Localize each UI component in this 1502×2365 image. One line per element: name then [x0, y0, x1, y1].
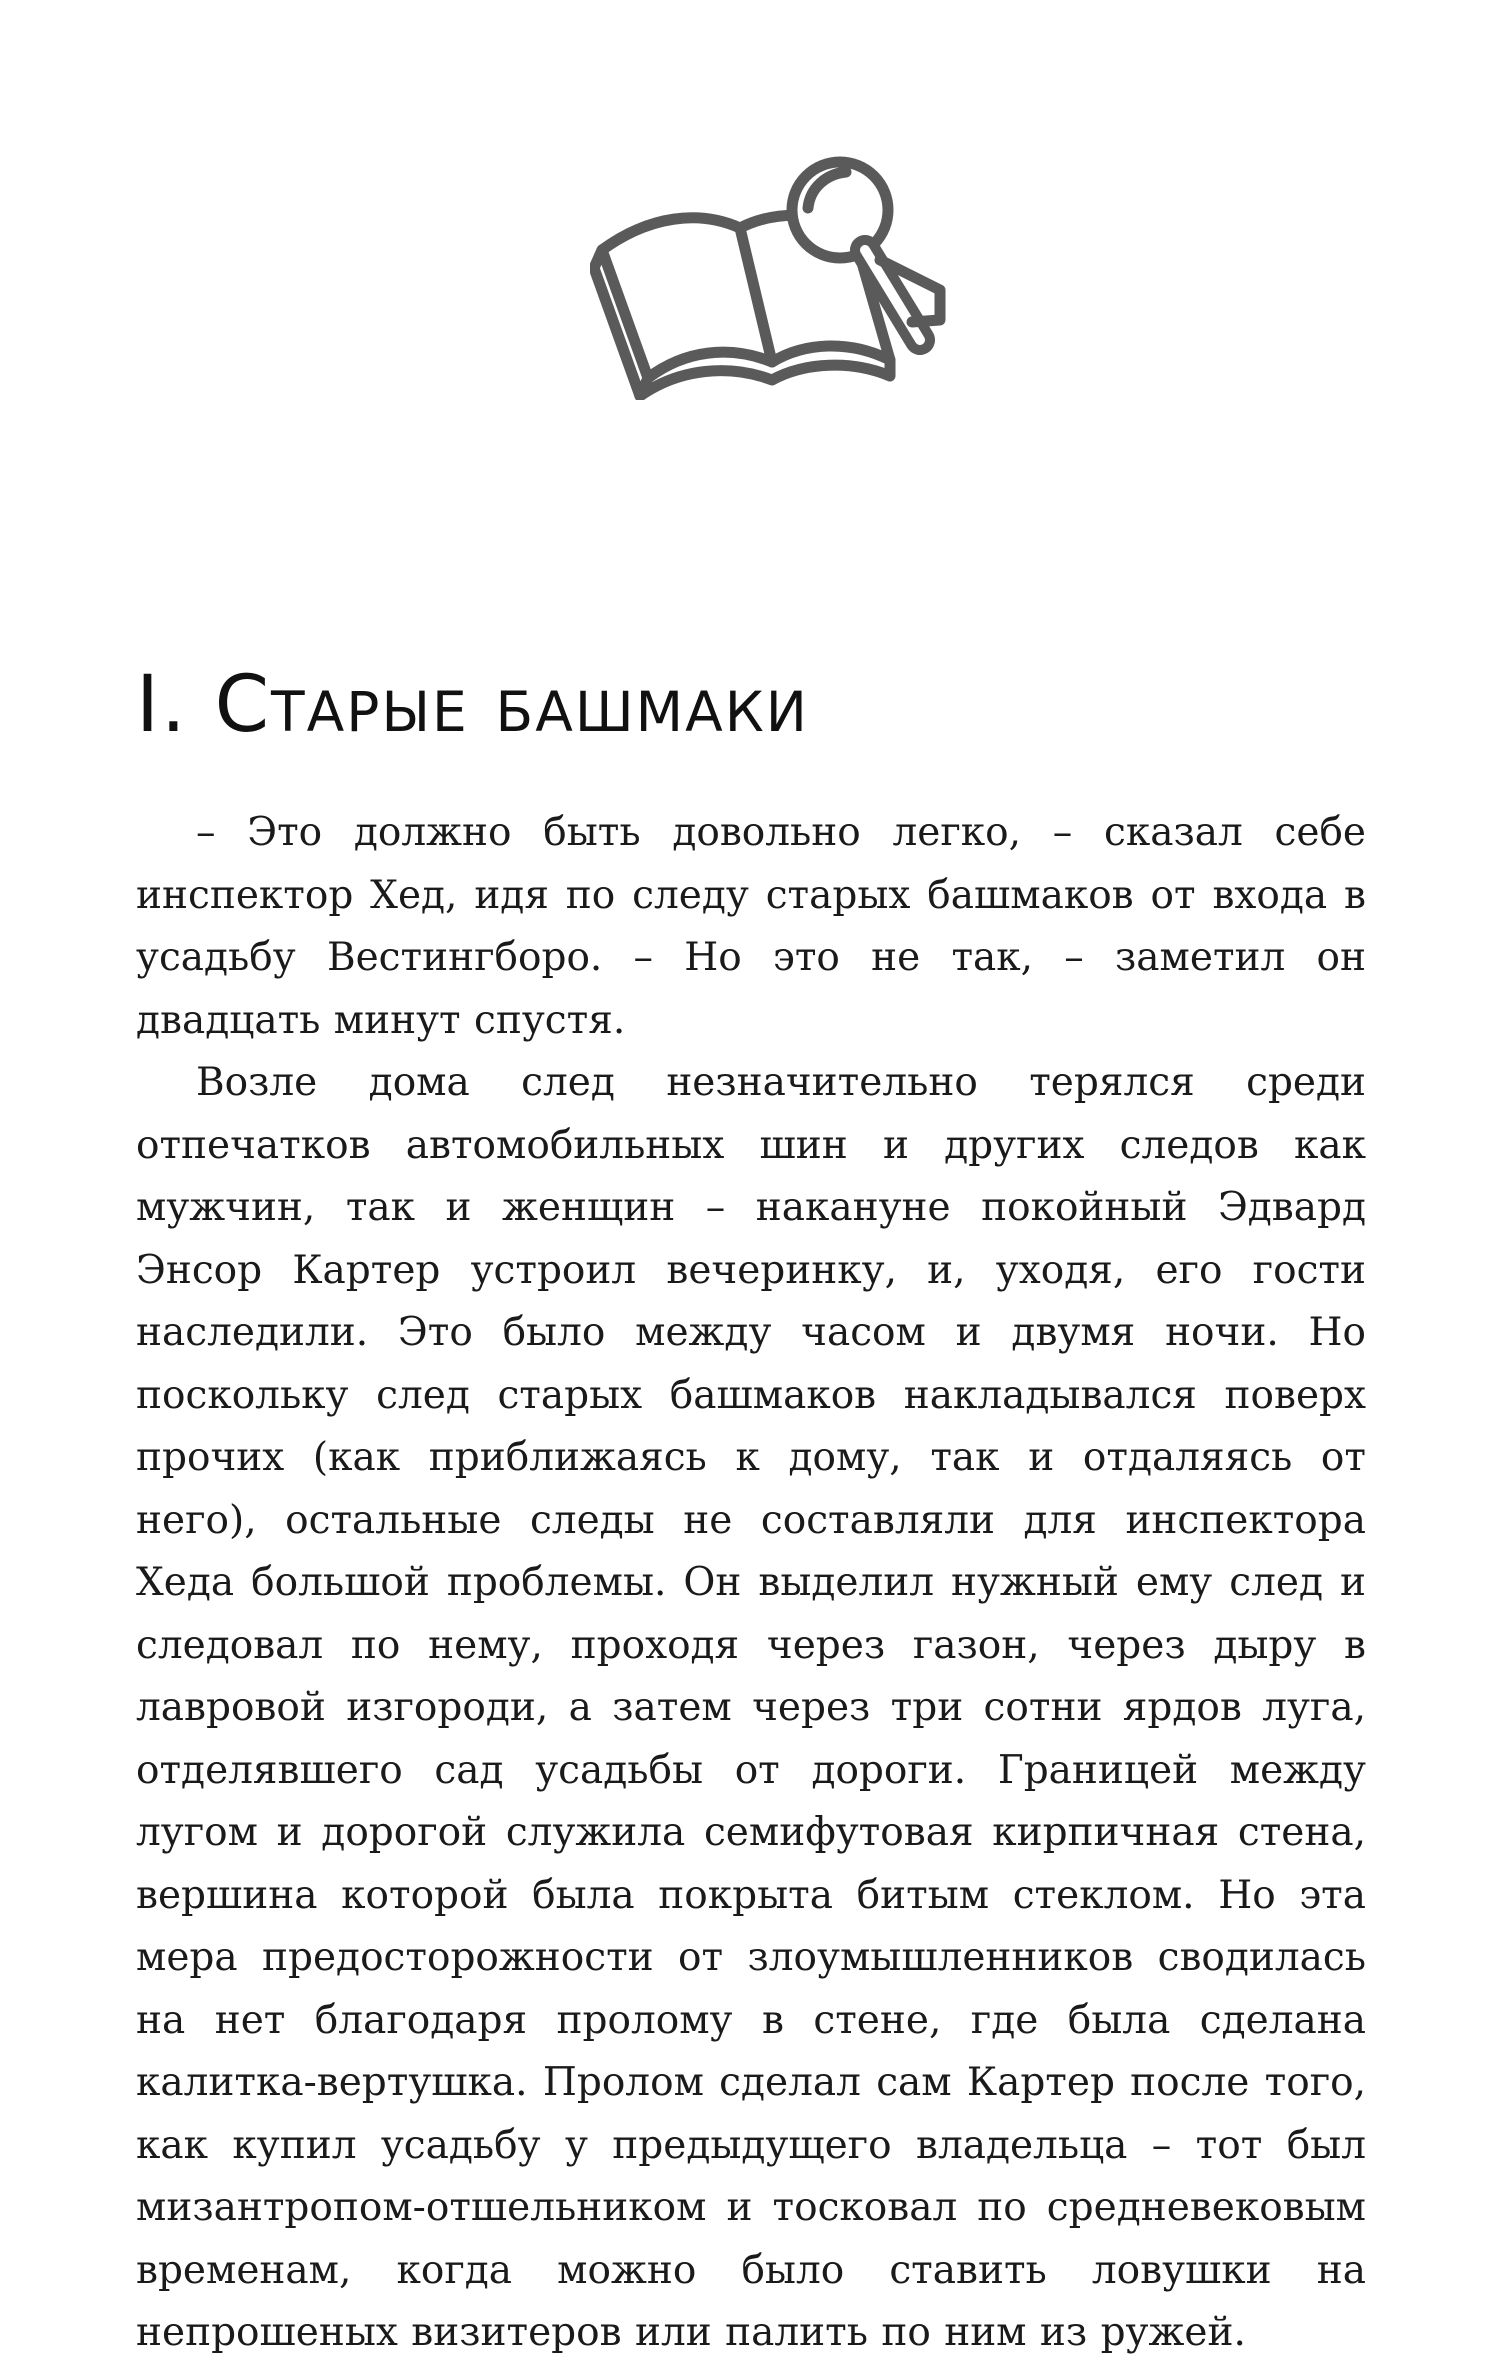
- paragraph-2: Возле дома след незначительно терялся среди отпечатков автомобильных шин и других следов как мужчин, так и женщин – накануне покойный Эдвард Энсор Картер устроил вечеринку, и, уходя, его гости наследили. Это было между часом и двумя ночи. Но поскольку след старых башмаков накладывался поверх прочих (как приближаясь к дому, так и отдаляясь от него), остальные следы не составляли для инспектора Хеда большой проблемы. Он выделил нужный ему след и следовал по нему, проходя через газон, через дыру в лавровой изгороди, а затем через три сотни ярдов луга, отделявшего сад усадьбы от дороги. Границей между лугом и дорогой служила семифутовая кирпичная стена, вершина которой была покрыта битым стеклом. Но эта мера предосторожности от злоумышленников сводилась на нет благодаря пролому в стене, где была сделана калитка-вертушка. Пролом сделал сам Картер после того, как купил усадьбу у предыдущего владельца – тот был мизантропом-отшельником и тосковал по средневековым временам, когда можно было ставить ловушки на непрошеных визитеров или палить по ним из ружей.: [136, 1060, 1366, 2355]
- body-text: [136, 802, 1366, 2365]
- book-magnifier-icon: [590, 150, 970, 400]
- chapter-title: I. Старые башмаки: [136, 660, 809, 750]
- paragraph-1: – Это должно быть довольно легко, – сказал себе инспектор Хед, идя по следу старых башмаков от входа в усадьбу Вестингборо. – Но это не так, – заметил он двадцать минут спустя.: [136, 810, 1366, 1043]
